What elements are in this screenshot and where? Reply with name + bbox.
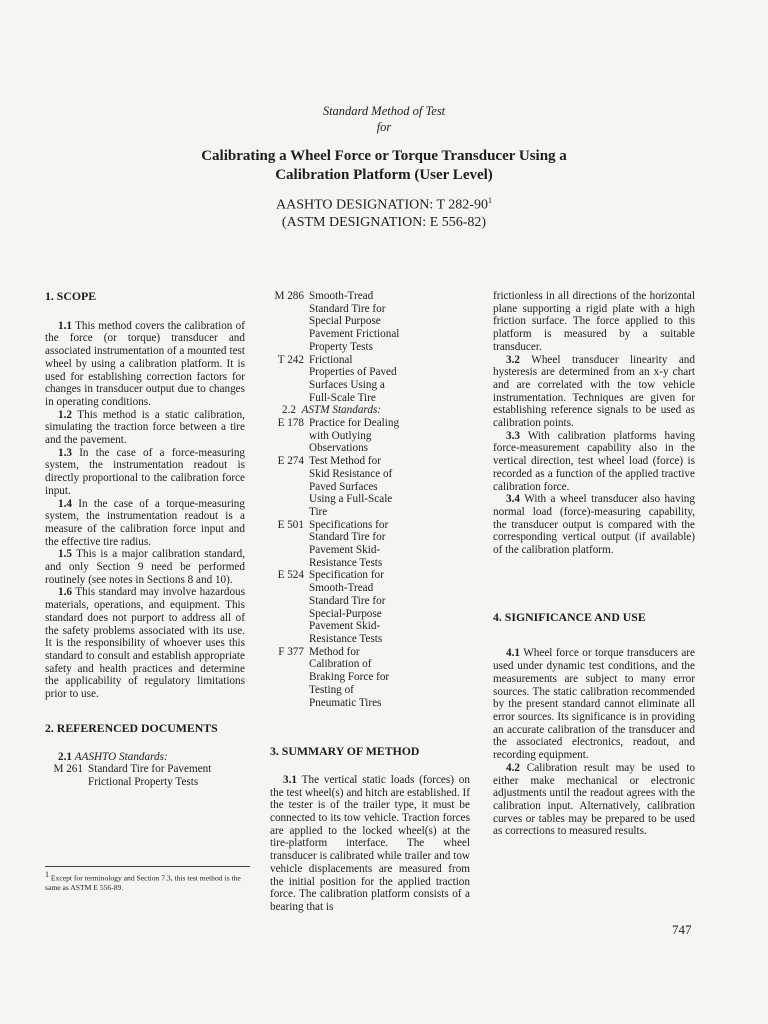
reference-title: Method for Calibration of Braking Force for Testing of Pneumatic Tires (309, 645, 390, 709)
section-heading-referenced-documents: 2. REFERENCED DOCUMENTS (45, 720, 218, 735)
paragraph-number: 4.2 (506, 761, 520, 774)
title-line-2: Calibration Platform (User Level) (275, 167, 493, 183)
paragraph-1-2 (45, 409, 245, 447)
reference-title: Practice for Dealing with Outlying Observations (309, 417, 400, 455)
subheading-astm: ASTM Standards: (301, 404, 382, 417)
reference-code: M 286 (274, 290, 304, 302)
paragraph-text: Wheel force or torque transducers are used under dynamic test conditions, and the measurements are subject to many error sources. The static calibration recommended by the present standard cannot eliminate all error sources. Its significance is in providing an accurate calibration of the transducer and the associated electronics, readout, and recording equipment. (493, 647, 695, 762)
paragraph-text: The vertical static loads (forces) on the test wheel(s) and hitch are established. If the tester is of the trailer type, it must be connected to its tow vehicle. Traction forces are applied to the locked wheel(s) at the tire-platform interface. The wheel transducer is calibrated while trailer and tow vehicle displacements are measured from the initial position for the applied traction force. The calibration platform consists of a bearing that is (270, 773, 470, 913)
paragraph-text: With a wheel transducer also having normal load (force)-measuring capability, the transducer output is compared with the corresponding vertical output (if available) of the calibration platform. (493, 493, 695, 557)
paragraph-1-6 (45, 586, 245, 700)
reference-item (270, 646, 470, 710)
designation-block (0, 192, 768, 231)
paragraph-number: 1.4 (58, 497, 72, 510)
footnote (45, 866, 250, 893)
reference-title: Standard Tire for Pavement Frictional Property Tests (88, 763, 212, 788)
paragraph-3-1 (270, 774, 470, 914)
reference-item (270, 519, 470, 570)
footnote-marker: 1 (487, 196, 492, 205)
reference-code: E 178 (277, 417, 304, 430)
paragraph-number: 1.5 (58, 548, 72, 561)
paragraph-number: 3.2 (506, 353, 520, 366)
paragraph-text: In the case of a force-measuring system, the instrumentation readout is directly proportional to the calibration force input. (45, 446, 246, 497)
reference-title: Specifications for Standard Tire for Pavement Skid-Resistance Tests (309, 518, 389, 569)
reference-code: E 524 (277, 569, 304, 582)
reference-item (270, 354, 470, 405)
reference-title: Test Method for Skid Resistance of Paved Surfaces Using a Full-Scale Tire (309, 455, 393, 518)
reference-code: F 377 (278, 645, 304, 658)
section-heading-scope: 1. SCOPE (45, 289, 97, 303)
paragraph-text: This method covers the calibration of the force (or torque) transducer and associated instrumentation of a mounted test wheel by using a calibration platform. It is used for establishing correction factors for changes in transducer output due to changes in operating conditions. (45, 319, 245, 408)
aashto-designation-text: AASHTO DESIGNATION: T 282-90 (276, 197, 488, 213)
aashto-reference-list (270, 290, 470, 404)
paragraph-number: 3.1 (283, 773, 297, 786)
reference-m261 (45, 763, 245, 788)
section-heading-summary: 3. SUMMARY OF METHOD (270, 744, 420, 759)
reference-item (270, 455, 470, 519)
paragraph-1-3 (45, 447, 245, 498)
column-1 (45, 290, 245, 789)
paragraph-text: This method is a static calibration, simulating the traction force between a tire and the pavement. (45, 408, 245, 447)
footnote-text: Except for terminology and Section 7.3, this test method is the same as ASTM E 556-89. (45, 873, 241, 893)
astm-reference-list (270, 417, 470, 709)
paragraph-number: 1.3 (58, 446, 72, 459)
reference-code: T 242 (277, 353, 304, 366)
column-2 (270, 290, 470, 914)
paragraph-2-1 (45, 751, 245, 764)
paragraph-3-4 (493, 493, 695, 557)
paragraph-number: 2.2 (282, 404, 296, 417)
reference-code: E 501 (277, 518, 304, 531)
paragraph-3-2 (493, 354, 695, 430)
paragraph-number: 1.1 (58, 319, 72, 332)
subheading-aashto: AASHTO Standards: (74, 750, 168, 763)
paragraph-4-1 (493, 647, 695, 761)
paragraph-1-4 (45, 498, 245, 549)
paragraph-1-5 (45, 548, 245, 586)
paragraph-3-3 (493, 430, 695, 494)
title-line-1: Calibrating a Wheel Force or Torque Transducer Using a (201, 148, 567, 164)
section-heading-significance: 4. SIGNIFICANCE AND USE (493, 609, 646, 624)
for-line: for (376, 120, 392, 134)
reference-item (270, 569, 470, 645)
reference-code: E 274 (277, 455, 304, 468)
document-title (0, 147, 768, 185)
paragraph-number: 3.3 (506, 429, 520, 442)
paragraph-number: 1.6 (58, 586, 72, 599)
standard-method-label (0, 103, 768, 135)
paragraph-text: Wheel transducer linearity and hysteresis are determined from an x-y chart and are correlated with the tow vehicle instrumentation. Techniques are given for establishing reference signals to be used as calibration points. (493, 353, 695, 430)
reference-title: Specification for Smooth-Tread Standard Tire for Special-Purpose Pavement Skid-Resistance Tests (309, 569, 386, 645)
reference-item (270, 417, 470, 455)
paragraph-number: 1.2 (58, 408, 72, 421)
paragraph-text: This standard may involve hazardous materials, operations, and equipment. This standard does not purport to address all of the safety problems associated with its use. It is the responsibility of whoever uses this standard to consult and establish appropriate safety and health practices and determine the applicability of regulatory limitations prior to use. (45, 586, 245, 701)
paragraph-number: 2.1 (58, 750, 72, 763)
paragraph-2-2 (270, 404, 470, 417)
footnote-marker: 1 (45, 870, 49, 879)
paragraph-4-2 (493, 762, 695, 838)
reference-item (270, 290, 470, 354)
page-number: 747 (672, 922, 692, 937)
paragraph-number: 4.1 (506, 647, 520, 660)
paragraph-number: 3.4 (506, 493, 520, 506)
paragraph-3-1-continued: frictionless in all directions of the horizontal plane supporting a rigid plate with a high friction surface. The force applied to this platform is measured by a suitable transducer. (493, 290, 695, 353)
paragraph-text: Calibration result may be used to either make mechanical or electronic adjustments until the readout agrees with the calibration input. Alternatively, calibration curves or tables may be prepared to be used as corrections to measured results. (493, 761, 696, 838)
reference-title: Smooth-Tread Standard Tire for Special Purpose Pavement Frictional Property Tests (309, 290, 400, 353)
standard-method-line: Standard Method of Test (322, 104, 446, 118)
reference-code: M 261 (53, 763, 83, 776)
paragraph-text: In the case of a torque-measuring system, the instrumentation readout is a measure of the calibration force input and the effective tire radius. (45, 497, 245, 548)
paragraph-1-1 (45, 320, 245, 409)
reference-title: Frictional Properties of Paved Surfaces Using a Full-Scale Tire (309, 353, 397, 404)
aashto-designation (0, 192, 768, 214)
column-3 (493, 290, 695, 838)
astm-designation: (ASTM DESIGNATION: E 556-82) (281, 214, 487, 230)
paragraph-text: With calibration platforms having force-measurement capability also in the vertical direction, test wheel load (force) is recorded as a function of the applied tractive calibration force. (493, 429, 695, 493)
paragraph-text: This is a major calibration standard, and only Section 9 need be performed routinely (see notes in Sections 8 and 10). (45, 548, 245, 586)
